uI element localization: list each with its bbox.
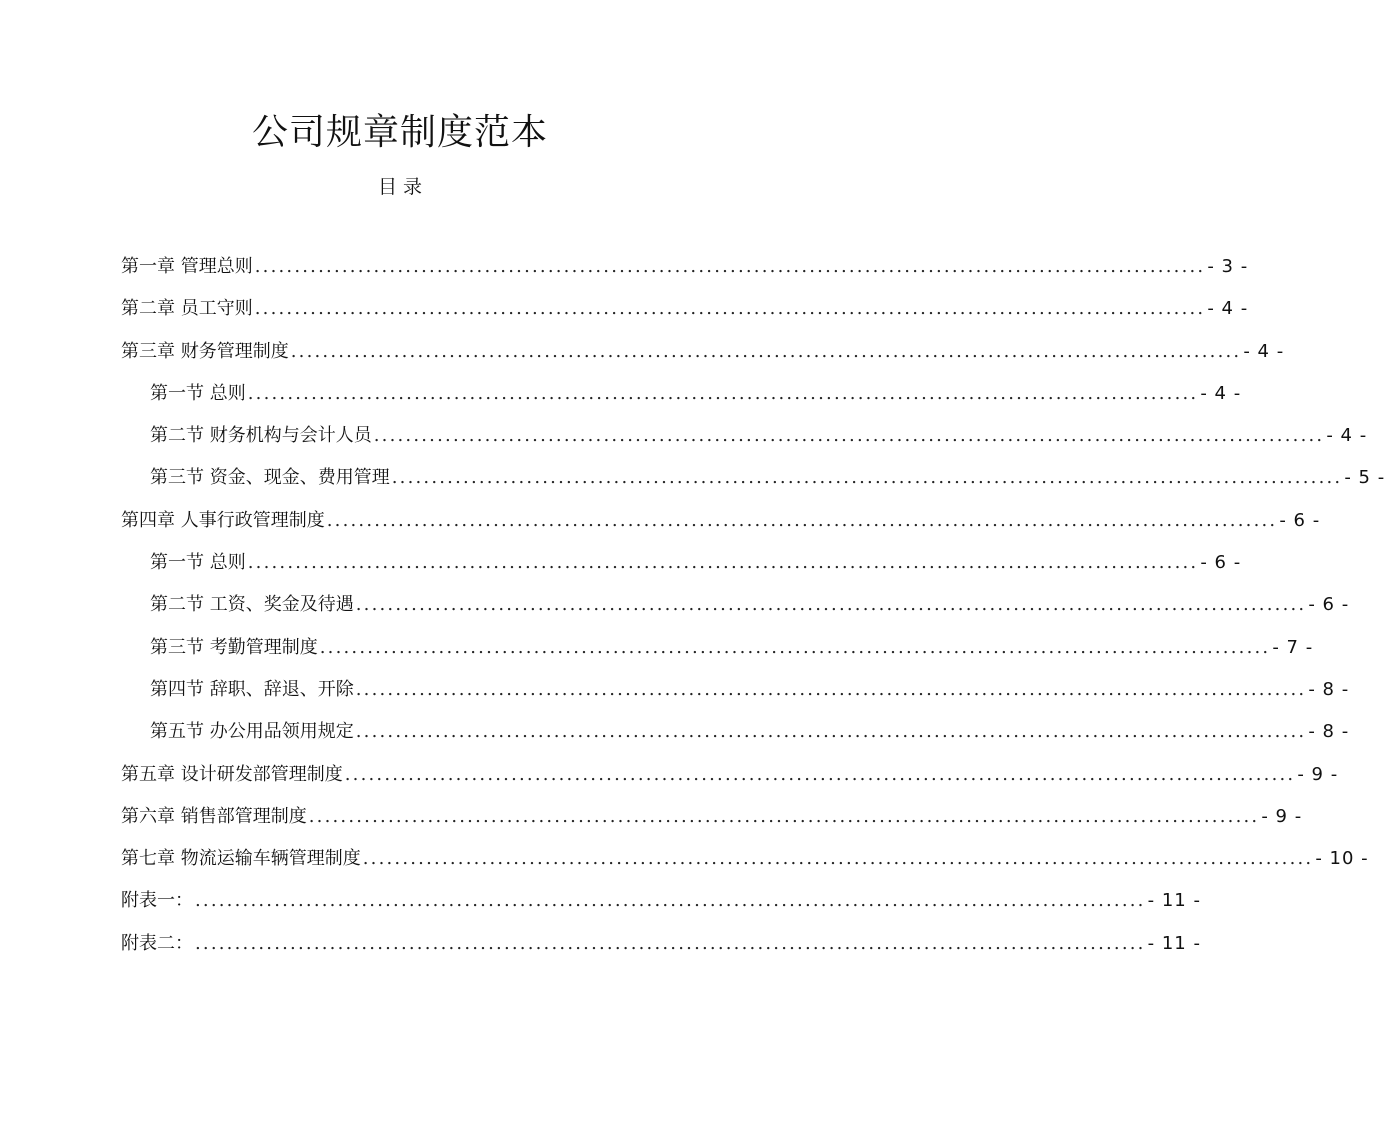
toc-page-number: - 6 - bbox=[1308, 594, 1350, 616]
toc-entry-title: 第七章 物流运输车辆管理制度 bbox=[121, 848, 361, 870]
toc-entry-title: 第三节 资金、现金、费用管理 bbox=[150, 467, 390, 489]
dot-leader: ........................................................................................................................ bbox=[362, 848, 1314, 870]
toc-heading: 目 录 bbox=[377, 176, 423, 198]
table-of-contents bbox=[121, 251, 1385, 970]
dot-leader: ........................................................................................................................ bbox=[355, 721, 1307, 743]
dot-leader: ........................................................................................................................ bbox=[355, 594, 1307, 616]
toc-page-number: - 5 - bbox=[1344, 467, 1385, 489]
toc-page-number: - 4 - bbox=[1200, 382, 1242, 404]
toc-page-number: - 10 - bbox=[1315, 848, 1369, 870]
toc-entry-title: 第二节 财务机构与会计人员 bbox=[150, 425, 372, 447]
toc-page-number: - 11 - bbox=[1147, 932, 1201, 954]
toc-page-number: - 11 - bbox=[1147, 890, 1201, 912]
toc-page-number: - 4 - bbox=[1243, 340, 1285, 362]
toc-entry[interactable] bbox=[121, 462, 1385, 504]
document-title: 公司规章制度范本 bbox=[251, 112, 548, 153]
dot-leader: ........................................................................................................................ bbox=[195, 932, 1146, 954]
toc-entry-title: 第五节 办公用品领用规定 bbox=[150, 721, 354, 743]
toc-entry-title: 第六章 销售部管理制度 bbox=[121, 805, 307, 827]
toc-entry-title: 第三章 财务管理制度 bbox=[121, 340, 289, 362]
toc-entry[interactable] bbox=[121, 885, 1201, 927]
toc-entry[interactable] bbox=[121, 928, 1201, 970]
dot-leader: ........................................................................................................................ bbox=[344, 763, 1296, 785]
dot-leader: ........................................................................................................................ bbox=[195, 890, 1146, 912]
toc-page-number: - 9 - bbox=[1297, 763, 1339, 785]
toc-entry[interactable] bbox=[121, 420, 1368, 462]
toc-entry-title: 附表一： bbox=[121, 890, 193, 912]
dot-leader: ........................................................................................................................ bbox=[254, 256, 1206, 277]
toc-entry-title: 第四章 人事行政管理制度 bbox=[121, 509, 325, 531]
toc-page-number: - 9 - bbox=[1261, 805, 1303, 827]
toc-entry-title: 附表二： bbox=[121, 932, 193, 954]
toc-page-number: - 6 - bbox=[1279, 509, 1321, 531]
toc-entry[interactable] bbox=[121, 547, 1242, 589]
toc-entry[interactable] bbox=[121, 716, 1350, 758]
toc-entry[interactable] bbox=[121, 378, 1242, 420]
toc-entry[interactable] bbox=[121, 801, 1303, 843]
toc-page-number: - 8 - bbox=[1308, 721, 1350, 743]
dot-leader: ........................................................................................................................ bbox=[355, 678, 1307, 700]
dot-leader: ........................................................................................................................ bbox=[391, 467, 1343, 489]
toc-entry[interactable] bbox=[121, 843, 1369, 885]
toc-entry-title: 第一章 管理总则 bbox=[121, 256, 253, 277]
toc-entry[interactable] bbox=[121, 589, 1350, 631]
toc-entry-title: 第三节 考勤管理制度 bbox=[150, 636, 318, 658]
toc-entry-title: 第一节 总则 bbox=[150, 552, 246, 574]
toc-entry[interactable] bbox=[121, 293, 1249, 335]
toc-page-number: - 8 - bbox=[1308, 678, 1350, 700]
dot-leader: ........................................................................................................................ bbox=[290, 340, 1242, 362]
toc-entry-title: 第二章 员工守则 bbox=[121, 298, 253, 320]
toc-page-number: - 4 - bbox=[1326, 425, 1368, 447]
dot-leader: ........................................................................................................................ bbox=[308, 805, 1260, 827]
toc-entry-title: 第一节 总则 bbox=[150, 382, 246, 404]
toc-entry[interactable] bbox=[121, 674, 1350, 716]
toc-entry[interactable] bbox=[121, 336, 1285, 378]
toc-entry[interactable] bbox=[121, 505, 1321, 547]
dot-leader: ........................................................................................................................ bbox=[254, 298, 1206, 320]
toc-page-number: - 6 - bbox=[1200, 552, 1242, 574]
dot-leader: ........................................................................................................................ bbox=[319, 636, 1271, 658]
dot-leader: ........................................................................................................................ bbox=[373, 425, 1325, 447]
toc-entry-title: 第四节 辞职、辞退、开除 bbox=[150, 678, 354, 700]
toc-entry[interactable] bbox=[121, 759, 1339, 801]
toc-page-number: - 7 - bbox=[1272, 636, 1314, 658]
dot-leader: ........................................................................................................................ bbox=[247, 382, 1199, 404]
toc-entry[interactable] bbox=[121, 251, 1249, 293]
toc-page-number: - 4 - bbox=[1207, 298, 1249, 320]
dot-leader: ........................................................................................................................ bbox=[247, 552, 1199, 574]
dot-leader: ........................................................................................................................ bbox=[326, 509, 1278, 531]
toc-page-number: - 3 - bbox=[1207, 256, 1249, 277]
toc-entry-title: 第二节 工资、奖金及待遇 bbox=[150, 594, 354, 616]
toc-entry[interactable] bbox=[121, 632, 1314, 674]
toc-entry-title: 第五章 设计研发部管理制度 bbox=[121, 763, 343, 785]
